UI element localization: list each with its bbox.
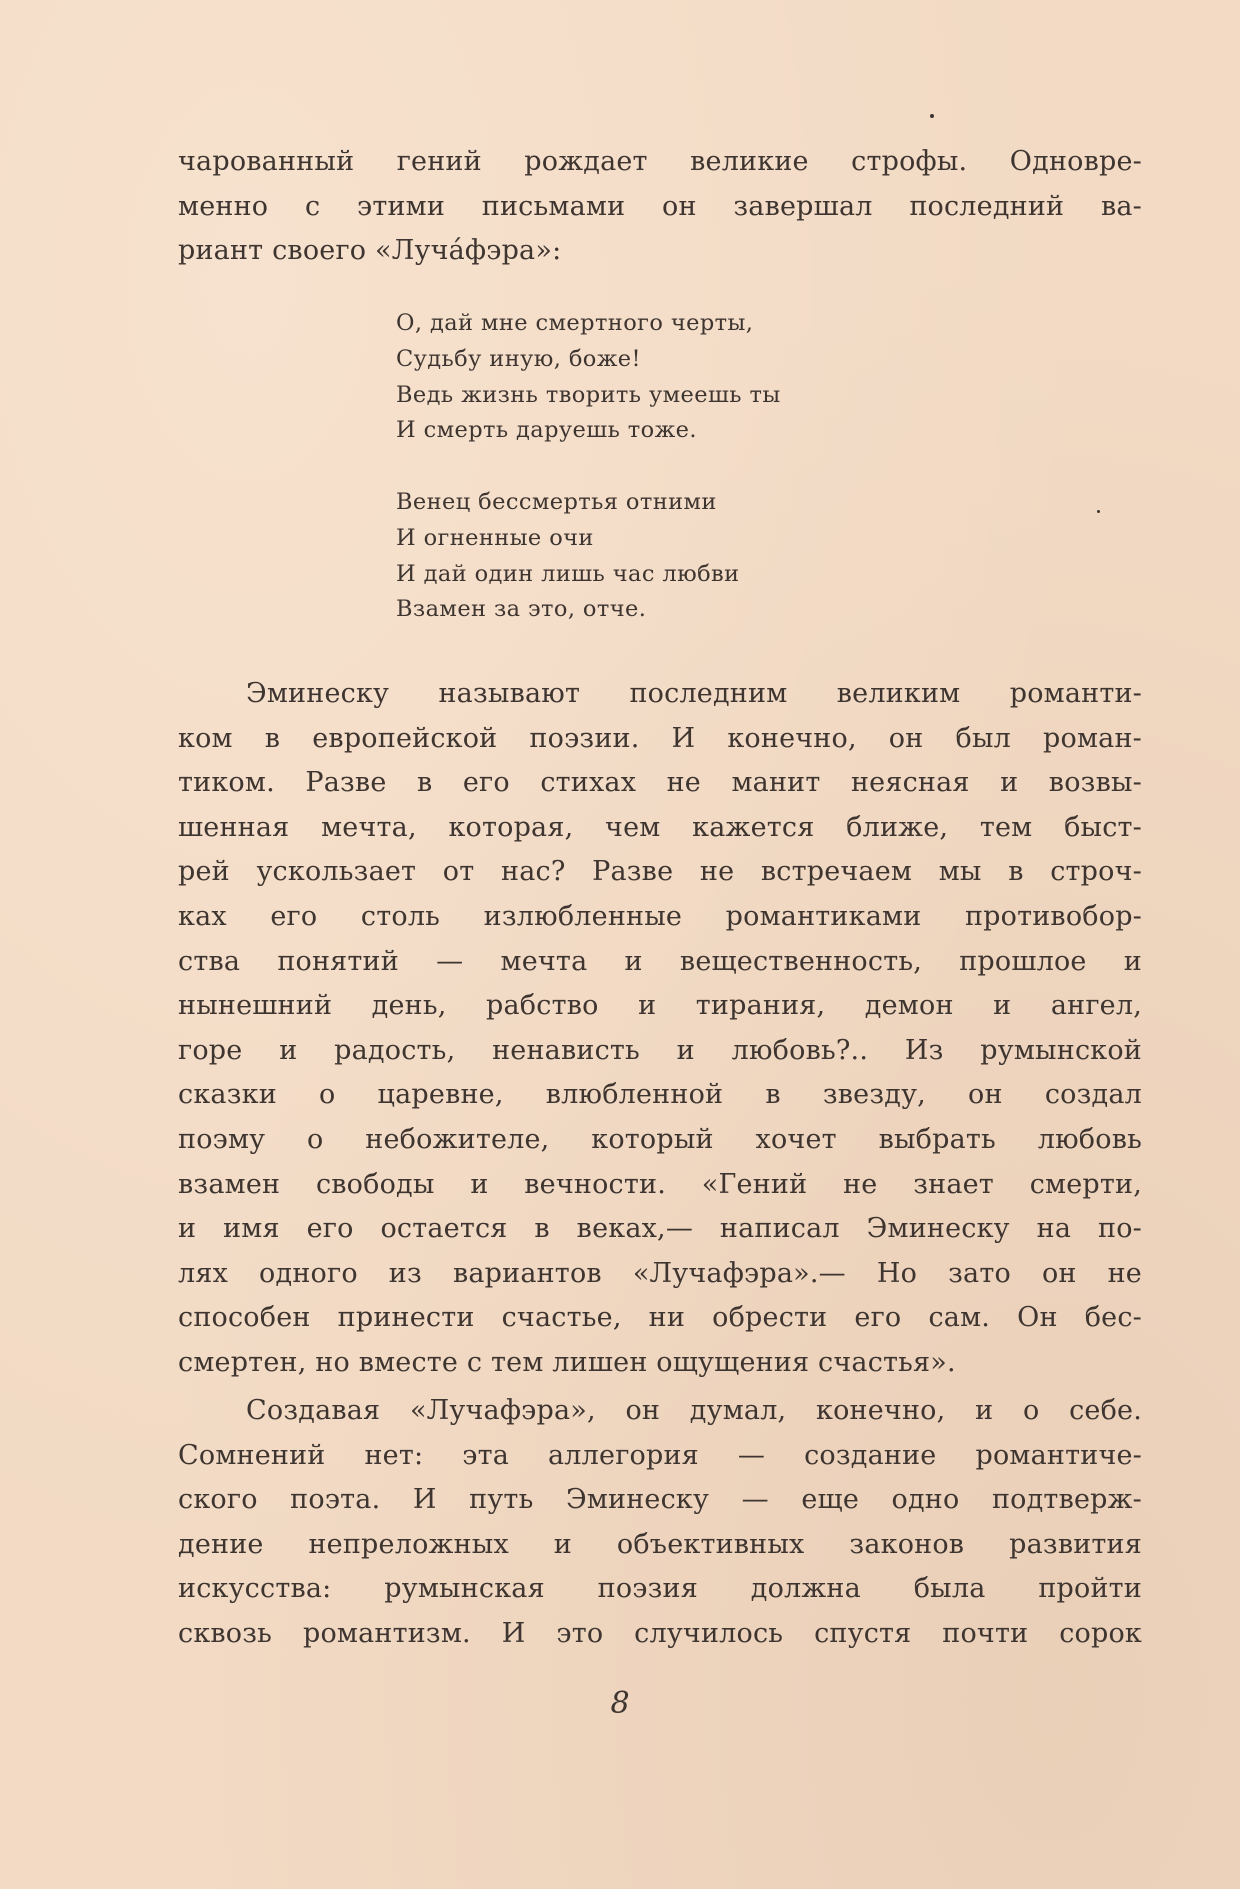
text-line: чарованный гений рождает великие строфы. Одновре-	[178, 146, 1142, 177]
text-line: сквозь романтизм. И это случилось спустя почти сорок	[178, 1617, 1142, 1649]
text-line: горе и радость, ненависть и любовь?.. Из румынской	[178, 1034, 1142, 1066]
verse-line: Взамен за это, отче.	[396, 596, 647, 623]
text-line: менно с этими письмами он завершал последний ва-	[178, 190, 1142, 222]
text-line: шенная мечта, которая, чем кажется ближе, тем быст-	[178, 811, 1142, 843]
body-paragraph-2	[178, 1389, 1142, 1657]
text-line: и имя его остается в веках,— написал Эминеску на по-	[178, 1213, 1142, 1245]
verse-line: И огненные очи	[396, 524, 594, 551]
poem-stanza-2	[396, 485, 739, 628]
text-line: ства понятий — мечта и вещественность, прошлое и	[178, 945, 1142, 977]
text-line: Эминеску называют последним великим романти-	[246, 678, 1142, 709]
text-line: дение непреложных и объективных законов развития	[178, 1528, 1142, 1560]
text-line: ского поэта. И путь Эминеску — еще одно подтверж-	[178, 1484, 1142, 1516]
verse-line: Ведь жизнь творить умеешь ты	[396, 381, 781, 408]
text-line: искусства: румынская поэзия должна была пройти	[178, 1573, 1142, 1605]
verse-line: Судьбу иную, боже!	[396, 345, 641, 372]
verse-line: И смерть даруешь тоже.	[396, 417, 697, 444]
poem-stanza-1	[396, 306, 781, 449]
text-line: способен принести счастье, ни обрести его сам. Он бес-	[178, 1302, 1142, 1334]
verse-line: О, дай мне смертного черты,	[396, 310, 754, 336]
ink-speck	[930, 114, 934, 118]
text-line: тиком. Разве в его стихах не манит неясная и возвы-	[178, 767, 1142, 799]
text-line: Сомнений нет: эта аллегория — создание романтиче-	[178, 1439, 1142, 1471]
text-line: сказки о царевне, влюбленной в звезду, он создал	[178, 1079, 1142, 1111]
text-line: ках его столь излюбленные романтиками противобор-	[178, 900, 1142, 932]
text-line: Создавая «Лучафэра», он думал, конечно, и о себе.	[246, 1395, 1142, 1426]
text-line: ком в европейской поэзии. И конечно, он был роман-	[178, 722, 1142, 754]
text-line: лях одного из вариантов «Лучафэра».— Но зато он не	[178, 1257, 1142, 1289]
text-line: взамен свободы и вечности. «Гений не знает смерти,	[178, 1168, 1142, 1200]
text-line: рей ускользает от нас? Разве не встречаем мы в строч-	[178, 856, 1142, 888]
text-line: поэму о небожителе, который хочет выбрать любовь	[178, 1123, 1142, 1155]
text-line: нынешний день, рабство и тирания, демон и ангел,	[178, 990, 1142, 1022]
opening-paragraph	[178, 140, 1142, 274]
page-number: 8	[610, 1686, 630, 1721]
text-line: смертен, но вместе с тем лишен ощущения счастья».	[178, 1346, 956, 1378]
verse-line: Венец бессмертья отними	[396, 489, 717, 515]
text-line: риант своего «Лучáфэра»:	[178, 235, 562, 267]
ink-speck	[1097, 510, 1100, 513]
body-paragraph-1	[178, 672, 1142, 1386]
verse-line: И дай один лишь час любви	[396, 560, 740, 587]
